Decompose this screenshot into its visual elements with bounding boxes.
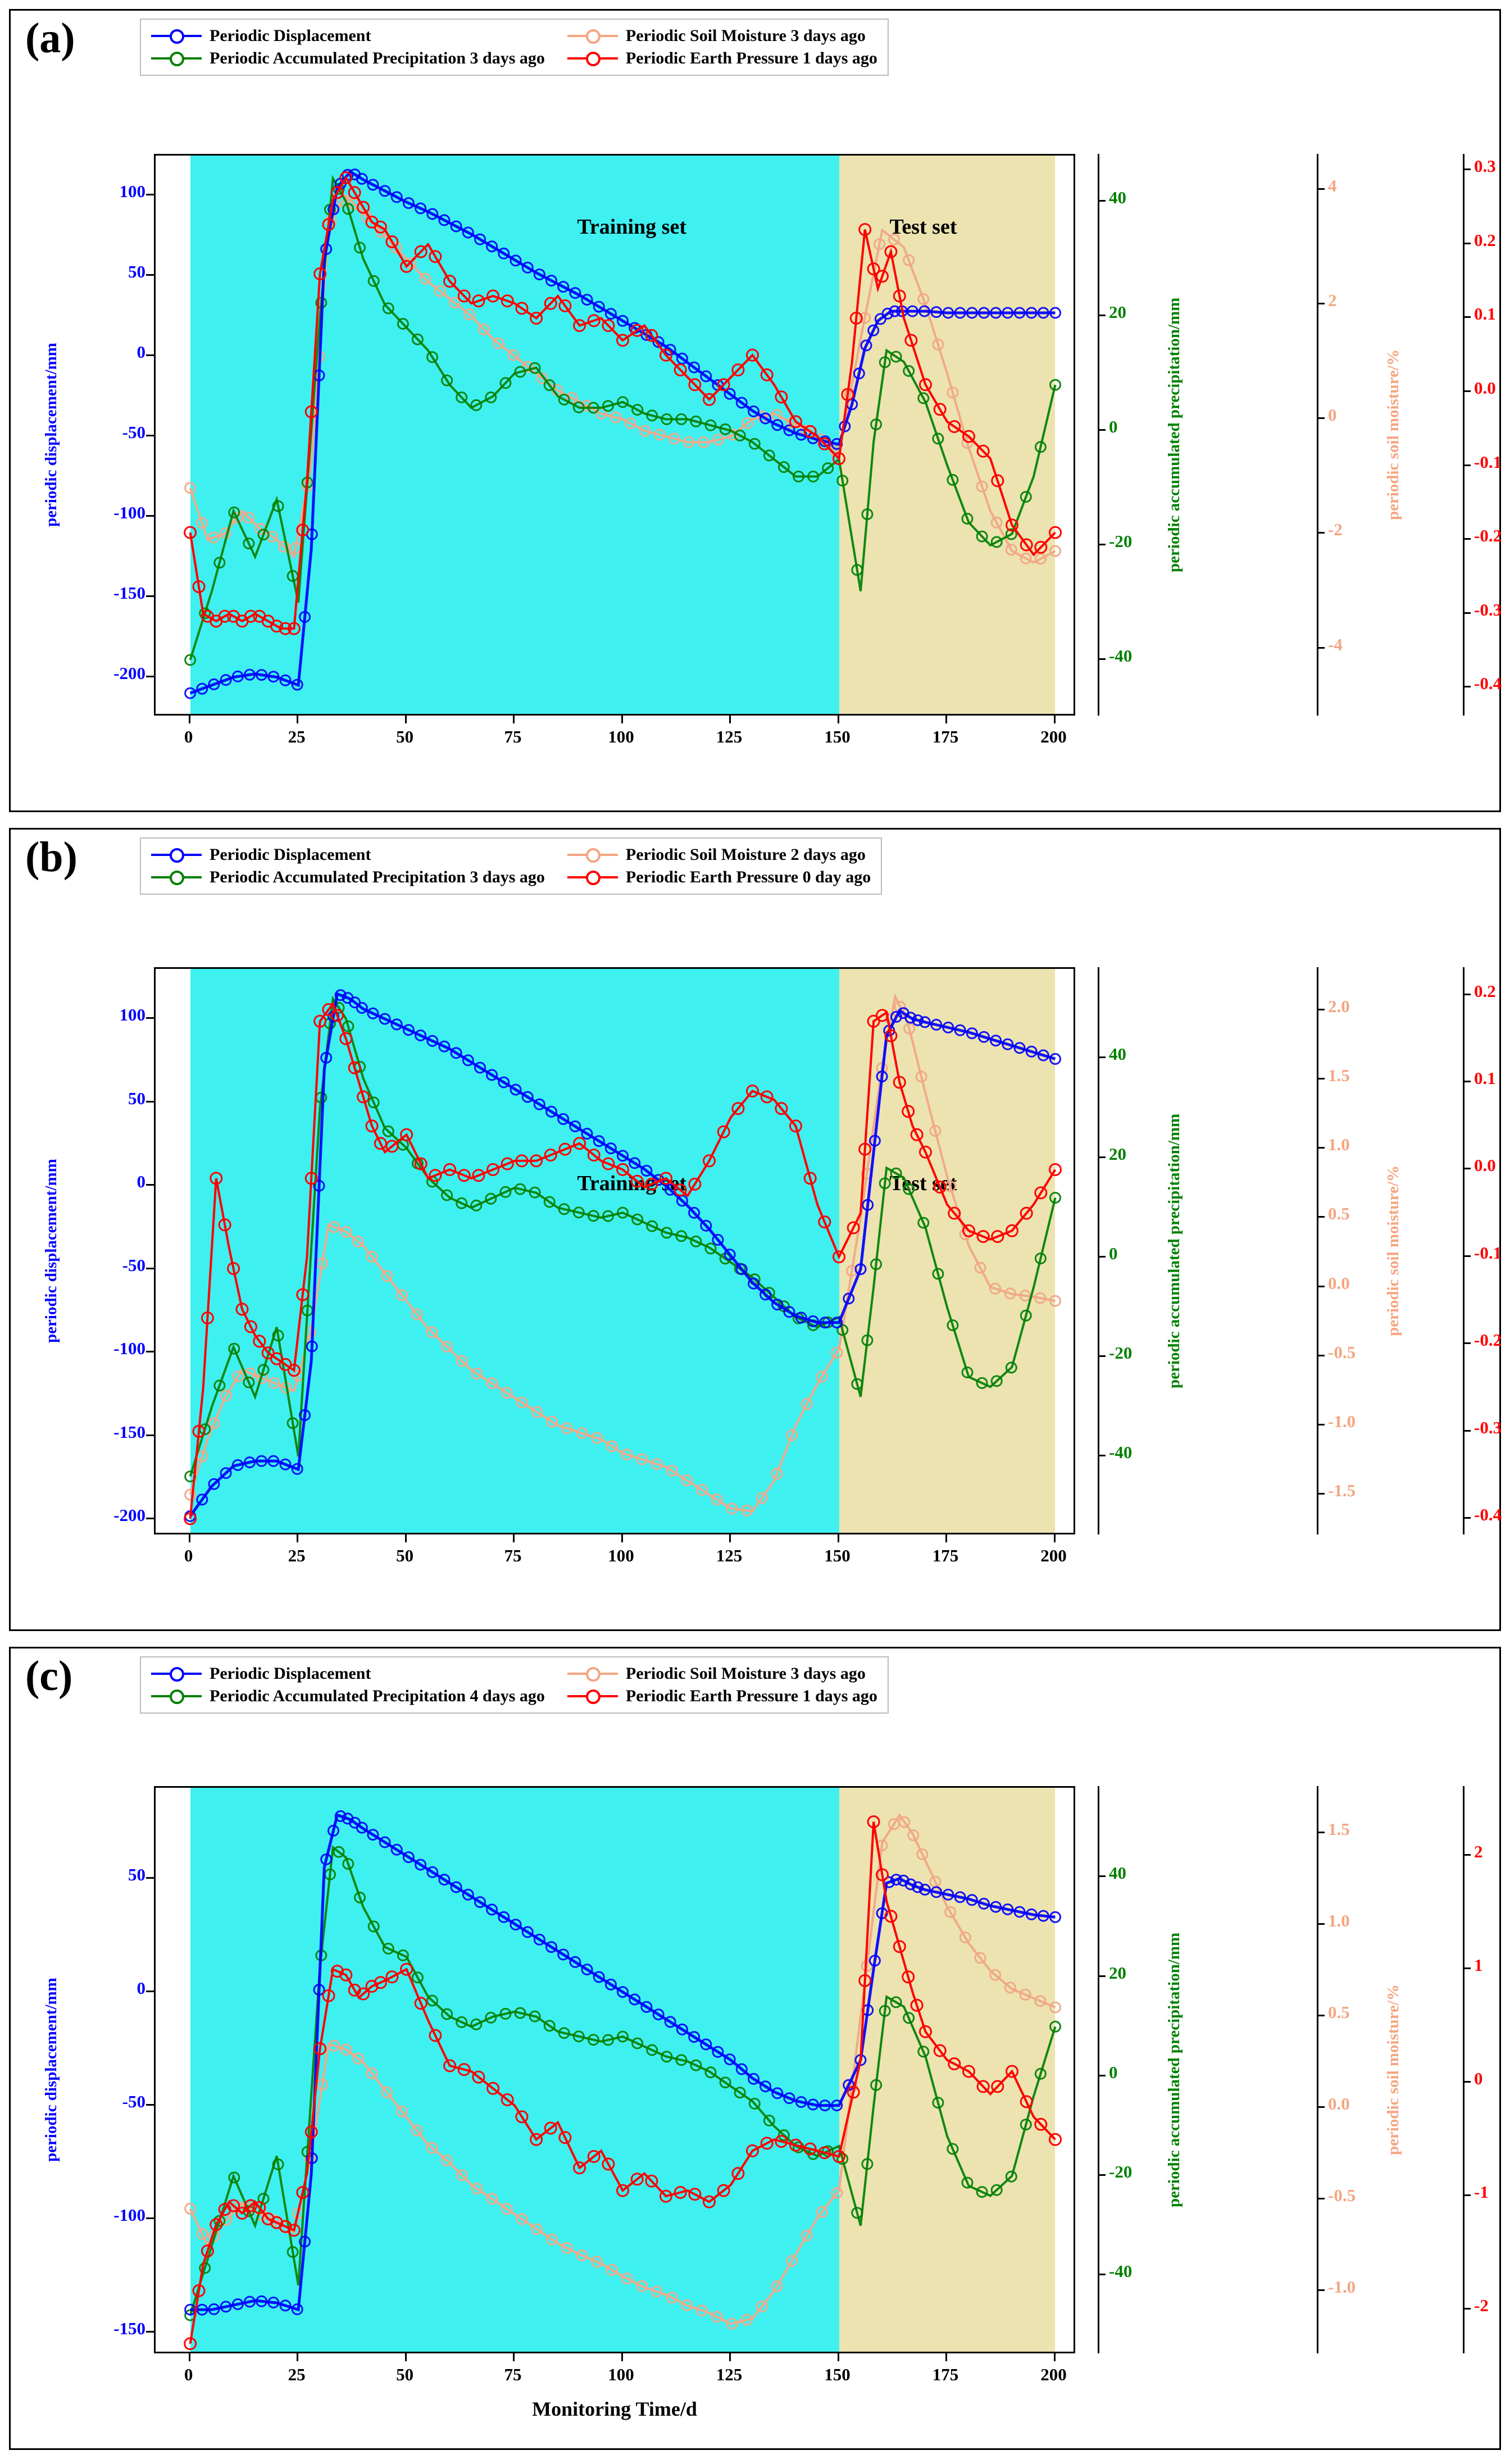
x-tick-label: 0	[184, 727, 193, 746]
y3-tick-mark	[1317, 1216, 1325, 1218]
y3-axis-title: periodic soil moisture/%	[1384, 349, 1402, 520]
y2-tick-label: -20	[1109, 531, 1132, 551]
y3-tick-mark	[1317, 2198, 1325, 2199]
x-tick-mark	[621, 1534, 623, 1542]
y3-tick-mark	[1317, 2289, 1325, 2291]
x-tick-mark	[297, 716, 298, 723]
y1-tick-mark	[146, 354, 154, 356]
legend-marker-icon	[151, 29, 202, 43]
y2-tick-mark	[1098, 2174, 1106, 2176]
y2-spine	[1098, 1786, 1099, 2353]
x-tick-mark	[189, 716, 190, 723]
y3-tick-mark	[1317, 1923, 1325, 1925]
x-tick-label: 150	[824, 1546, 850, 1565]
y3-tick-label: 1.0	[1328, 1911, 1350, 1931]
training-set-label: Training set	[577, 1172, 686, 1195]
x-tick-label: 0	[184, 1546, 193, 1565]
y2-tick-mark	[1098, 658, 1106, 660]
y3-tick-label: -2	[1328, 520, 1343, 540]
y3-tick-label: 1.0	[1328, 1135, 1350, 1155]
y3-tick-label: 0.5	[1328, 1204, 1350, 1224]
panel-label: (b)	[25, 834, 78, 881]
y2-tick-mark	[1098, 1156, 1106, 1158]
x-tick-label: 25	[288, 2365, 306, 2384]
x-tick-mark	[729, 2353, 731, 2361]
x-tick-label: 75	[504, 2365, 522, 2384]
y1-tick-mark	[146, 2217, 154, 2219]
y4-tick-mark	[1463, 243, 1471, 244]
x-tick-label: 0	[184, 2365, 193, 2384]
y4-tick-mark	[1463, 994, 1471, 995]
series-canvas	[156, 1788, 1075, 2353]
legend-circle-icon	[170, 52, 184, 66]
legend-circle-icon	[170, 1667, 184, 1682]
y3-axis-title: periodic soil moisture/%	[1384, 1984, 1402, 2155]
legend-label: Periodic Soil Moisture 3 days ago	[625, 1664, 866, 1683]
y4-tick-label: -0.1	[1474, 1242, 1502, 1263]
y1-tick-label: -100	[113, 1338, 145, 1359]
y1-tick-label: -150	[113, 1422, 145, 1442]
y4-tick-mark	[1463, 2081, 1471, 2083]
x-tick-label: 200	[1040, 727, 1067, 746]
y4-tick-mark	[1463, 1967, 1471, 1969]
y2-tick-label: 40	[1109, 1863, 1126, 1883]
y2-tick-mark	[1098, 1455, 1106, 1456]
y4-tick-mark	[1463, 2194, 1471, 2196]
y3-tick-mark	[1317, 532, 1325, 534]
y4-tick-mark	[1463, 1255, 1471, 1257]
x-tick-label: 125	[716, 1546, 743, 1565]
y3-tick-label: 2	[1328, 290, 1337, 311]
x-axis-title: Monitoring Time/d	[532, 2398, 697, 2420]
x-tick-mark	[945, 2353, 947, 2361]
y1-tick-label: -200	[113, 1505, 145, 1525]
x-tick-mark	[513, 716, 515, 723]
chart-panel-1	[9, 9, 1501, 812]
y3-tick-mark	[1317, 1355, 1325, 1356]
x-tick-label: 175	[932, 727, 959, 746]
y2-tick-mark	[1098, 315, 1106, 316]
x-tick-mark	[405, 1534, 407, 1542]
legend-label: Periodic Soil Moisture 3 days ago	[625, 26, 866, 45]
y2-tick-label: -40	[1109, 2261, 1132, 2281]
y3-tick-mark	[1317, 1286, 1325, 1287]
y3-tick-label: -4	[1328, 634, 1343, 654]
y1-tick-label: -50	[122, 1255, 145, 1275]
y3-tick-mark	[1317, 2015, 1325, 2016]
y4-tick-label: 0.1	[1474, 1068, 1496, 1088]
y2-tick-mark	[1098, 200, 1106, 202]
y4-tick-mark	[1463, 316, 1471, 318]
y1-tick-mark	[146, 515, 154, 517]
x-tick-label: 125	[716, 727, 743, 746]
y4-tick-label: 2	[1474, 1842, 1483, 1862]
x-tick-label: 150	[824, 2365, 850, 2384]
x-tick-mark	[1054, 1534, 1056, 1542]
y1-tick-mark	[146, 676, 154, 677]
plot-area-2	[154, 967, 1075, 1534]
legend-item	[151, 845, 545, 864]
x-tick-mark	[838, 716, 839, 723]
y2-tick-label: 20	[1109, 1144, 1126, 1164]
legend	[140, 837, 882, 895]
y3-tick-mark	[1317, 2106, 1325, 2108]
x-tick-label: 125	[716, 2365, 743, 2384]
y3-tick-mark	[1317, 417, 1325, 419]
x-tick-label: 75	[504, 1546, 522, 1565]
y1-tick-mark	[146, 595, 154, 597]
y4-tick-label: 0.2	[1474, 230, 1496, 250]
y1-tick-mark	[146, 1184, 154, 1186]
x-tick-mark	[838, 2353, 839, 2361]
y1-tick-label: -200	[113, 663, 145, 683]
y3-tick-label: 1.5	[1328, 1065, 1350, 1086]
y4-tick-mark	[1463, 1430, 1471, 1432]
y2-tick-label: 40	[1109, 1044, 1126, 1064]
y2-tick-mark	[1098, 2274, 1106, 2275]
y3-tick-label: 0.0	[1328, 1273, 1350, 1293]
y3-tick-label: -1.5	[1328, 1481, 1356, 1501]
y1-tick-label: -150	[113, 2318, 145, 2338]
legend-marker-icon	[151, 870, 202, 885]
y4-tick-mark	[1463, 538, 1471, 540]
y3-tick-mark	[1317, 1147, 1325, 1149]
y1-tick-mark	[146, 2331, 154, 2333]
legend-circle-icon	[586, 848, 601, 863]
plot-area-3	[154, 1786, 1075, 2353]
x-tick-label: 100	[608, 727, 634, 746]
series-earth-pressure	[185, 1816, 1061, 2349]
y1-tick-label: -50	[122, 2091, 145, 2111]
legend-marker-icon	[567, 1689, 618, 1704]
legend-item	[567, 49, 877, 68]
y4-tick-mark	[1463, 464, 1471, 466]
panel-label: (c)	[25, 1652, 73, 1700]
x-tick-label: 75	[504, 727, 522, 746]
legend-label: Periodic Accumulated Precipitation 3 days ago	[210, 49, 545, 67]
x-tick-mark	[513, 1534, 515, 1542]
y2-tick-mark	[1098, 2075, 1106, 2076]
y1-axis-title: periodic displacement/mm	[42, 343, 60, 527]
y2-tick-mark	[1098, 1875, 1106, 1877]
y1-tick-label: -150	[113, 582, 145, 603]
y2-tick-label: 0	[1109, 416, 1118, 436]
x-tick-label: 25	[288, 727, 306, 746]
legend-circle-icon	[170, 871, 184, 885]
y4-tick-label: -1	[1474, 2182, 1489, 2202]
x-tick-mark	[1054, 716, 1056, 723]
legend-item	[151, 26, 545, 45]
y2-tick-label: 0	[1109, 2062, 1118, 2082]
legend-circle-icon	[586, 29, 601, 44]
training-set-label: Training set	[577, 215, 686, 239]
y4-tick-label: 0.1	[1474, 304, 1496, 324]
y3-tick-mark	[1317, 647, 1325, 649]
y3-tick-label: -0.5	[1328, 2185, 1356, 2206]
legend-label: Periodic Accumulated Precipitation 4 days ago	[210, 1687, 545, 1705]
y4-tick-label: 0.2	[1474, 981, 1496, 1001]
legend	[140, 19, 889, 76]
y4-tick-label: 1	[1474, 1955, 1483, 1975]
legend-label: Periodic Soil Moisture 2 days ago	[625, 845, 866, 864]
y4-tick-mark	[1463, 612, 1471, 614]
y1-tick-label: 50	[128, 262, 145, 282]
chart-panel-3	[9, 1647, 1501, 2450]
legend-label: Periodic Earth Pressure 1 days ago	[625, 1687, 877, 1705]
y4-tick-label: -0.4	[1474, 673, 1502, 694]
x-tick-label: 50	[396, 727, 414, 746]
y4-tick-label: -0.4	[1474, 1504, 1502, 1524]
x-tick-mark	[729, 1534, 731, 1542]
y2-axis-title: periodic accumulated precipitation/mm	[1165, 1113, 1183, 1388]
y4-tick-mark	[1463, 1517, 1471, 1519]
x-tick-mark	[838, 1534, 839, 1542]
y4-spine	[1463, 154, 1464, 716]
legend-item	[567, 868, 871, 887]
legend-item	[151, 1664, 545, 1683]
series-displacement	[185, 170, 1061, 699]
y2-axis-title: periodic accumulated precipitation/mm	[1165, 297, 1183, 572]
x-tick-label: 100	[608, 2365, 634, 2384]
y3-tick-label: 0.0	[1328, 2094, 1350, 2114]
y3-tick-mark	[1317, 188, 1325, 190]
y3-spine	[1317, 154, 1318, 716]
x-tick-mark	[297, 1534, 298, 1542]
y2-tick-label: -40	[1109, 645, 1132, 666]
legend-item	[567, 1687, 877, 1706]
legend-marker-icon	[567, 870, 618, 885]
y3-tick-mark	[1317, 1493, 1325, 1495]
y4-tick-label: -0.2	[1474, 1330, 1502, 1350]
y4-tick-label: -0.3	[1474, 599, 1502, 620]
y3-spine	[1317, 967, 1318, 1534]
y1-tick-mark	[146, 2104, 154, 2106]
y1-tick-mark	[146, 1877, 154, 1879]
series-displacement	[185, 1811, 1061, 2315]
y1-tick-mark	[146, 1268, 154, 1269]
x-tick-mark	[405, 2353, 407, 2361]
y3-tick-label: 0.5	[1328, 2002, 1350, 2023]
y2-tick-label: -40	[1109, 1442, 1132, 1463]
y1-tick-label: -50	[122, 422, 145, 442]
x-tick-label: 50	[396, 1546, 414, 1565]
y3-tick-label: -1.0	[1328, 2276, 1356, 2297]
legend-item	[151, 49, 545, 68]
panel-label: (a)	[25, 15, 75, 62]
y4-tick-label: -2	[1474, 2296, 1489, 2316]
x-tick-mark	[1054, 2353, 1056, 2361]
y1-tick-label: 50	[128, 1864, 145, 1884]
y4-tick-mark	[1463, 1854, 1471, 1856]
x-tick-mark	[297, 2353, 298, 2361]
legend-label: Periodic Earth Pressure 1 days ago	[625, 49, 877, 67]
plot-area-1	[154, 154, 1075, 716]
y1-tick-label: 0	[137, 1978, 145, 1998]
legend-circle-icon	[586, 52, 601, 66]
legend-marker-icon	[151, 1666, 202, 1681]
legend-circle-icon	[170, 29, 184, 44]
y2-tick-mark	[1098, 1975, 1106, 1977]
y1-tick-mark	[146, 274, 154, 276]
legend-circle-icon	[170, 1689, 184, 1704]
legend-label: Periodic Accumulated Precipitation 3 days ago	[210, 868, 545, 886]
y3-axis-title: periodic soil moisture/%	[1384, 1165, 1402, 1336]
y4-tick-mark	[1463, 168, 1471, 170]
y3-spine	[1317, 1786, 1318, 2353]
x-tick-mark	[513, 2353, 515, 2361]
y4-tick-label: -0.3	[1474, 1417, 1502, 1437]
y1-axis-title: periodic displacement/mm	[42, 1159, 60, 1343]
legend-item	[151, 868, 545, 887]
y1-tick-label: 100	[119, 1005, 145, 1025]
legend-marker-icon	[567, 1666, 618, 1681]
y1-tick-label: 50	[128, 1088, 145, 1108]
x-tick-mark	[729, 716, 731, 723]
legend-circle-icon	[170, 848, 184, 863]
y3-tick-mark	[1317, 1424, 1325, 1425]
y2-tick-label: 40	[1109, 187, 1126, 207]
legend-marker-icon	[151, 848, 202, 862]
series-canvas	[156, 969, 1075, 1534]
x-tick-label: 175	[932, 1546, 959, 1565]
y4-tick-mark	[1463, 1081, 1471, 1082]
y4-tick-label: 0.0	[1474, 1155, 1496, 1176]
y4-tick-mark	[1463, 686, 1471, 687]
legend-item	[567, 1664, 877, 1683]
y1-tick-mark	[146, 1991, 154, 1992]
y1-tick-mark	[146, 1351, 154, 1352]
legend-marker-icon	[151, 1689, 202, 1704]
y3-tick-label: 1.5	[1328, 1819, 1350, 1839]
x-tick-label: 25	[288, 1546, 306, 1565]
x-tick-label: 200	[1040, 2365, 1067, 2384]
y1-tick-label: -100	[113, 502, 145, 522]
legend-item	[567, 26, 877, 45]
y1-tick-mark	[146, 1101, 154, 1103]
y3-tick-label: 4	[1328, 176, 1337, 196]
legend-item	[567, 845, 871, 864]
legend-label: Periodic Displacement	[210, 845, 371, 864]
y2-tick-mark	[1098, 1256, 1106, 1258]
y4-spine	[1463, 1786, 1464, 2353]
legend-label: Periodic Displacement	[210, 1664, 371, 1683]
y1-tick-mark	[146, 1434, 154, 1436]
y1-tick-label: 0	[137, 342, 145, 362]
legend-circle-icon	[586, 1667, 601, 1682]
x-tick-mark	[405, 716, 407, 723]
series-canvas	[156, 156, 1075, 716]
y1-tick-label: 100	[119, 181, 145, 202]
y2-tick-label: -20	[1109, 1343, 1132, 1363]
x-tick-label: 150	[824, 727, 850, 746]
y1-tick-mark	[146, 435, 154, 436]
y2-tick-label: -20	[1109, 2162, 1132, 2182]
y1-tick-mark	[146, 1518, 154, 1519]
chart-panel-2	[9, 828, 1501, 1631]
x-tick-mark	[621, 2353, 623, 2361]
y1-tick-label: -100	[113, 2205, 145, 2225]
legend-marker-icon	[151, 51, 202, 66]
x-tick-label: 200	[1040, 1546, 1067, 1565]
x-tick-mark	[189, 1534, 190, 1542]
y3-tick-mark	[1317, 1009, 1325, 1010]
x-tick-mark	[189, 2353, 190, 2361]
y3-tick-label: -0.5	[1328, 1342, 1356, 1362]
y2-tick-mark	[1098, 544, 1106, 545]
y1-tick-label: 0	[137, 1172, 145, 1192]
y2-tick-mark	[1098, 1355, 1106, 1357]
y4-tick-label: -0.2	[1474, 526, 1502, 546]
y4-tick-mark	[1463, 2308, 1471, 2310]
y4-tick-label: 0.3	[1474, 156, 1496, 176]
legend-marker-icon	[567, 29, 618, 43]
y3-tick-label: -1.0	[1328, 1411, 1356, 1431]
legend-circle-icon	[586, 871, 601, 885]
y3-tick-mark	[1317, 1078, 1325, 1080]
y3-tick-mark	[1317, 1832, 1325, 1833]
x-tick-label: 100	[608, 1546, 634, 1565]
legend-label: Periodic Displacement	[210, 26, 371, 45]
x-tick-mark	[945, 1534, 947, 1542]
legend-label: Periodic Earth Pressure 0 day ago	[625, 868, 871, 886]
y2-axis-title: periodic accumulated precipitation/mm	[1165, 1932, 1183, 2207]
y4-tick-label: 0	[1474, 2069, 1483, 2089]
y2-tick-label: 20	[1109, 1962, 1126, 1983]
x-tick-label: 50	[396, 2365, 414, 2384]
legend-item	[151, 1687, 545, 1706]
y4-spine	[1463, 967, 1464, 1534]
y1-tick-mark	[146, 1017, 154, 1019]
legend-marker-icon	[567, 848, 618, 862]
y3-tick-label: 2.0	[1328, 996, 1350, 1016]
legend	[140, 1656, 889, 1714]
y4-tick-label: -0.1	[1474, 452, 1502, 472]
y2-tick-label: 0	[1109, 1243, 1118, 1263]
y4-tick-mark	[1463, 1342, 1471, 1344]
y3-tick-label: 0	[1328, 405, 1337, 425]
y2-spine	[1098, 154, 1099, 716]
x-tick-mark	[621, 716, 623, 723]
x-tick-label: 175	[932, 2365, 959, 2384]
y2-tick-label: 20	[1109, 302, 1126, 322]
y2-tick-mark	[1098, 429, 1106, 431]
y1-axis-title: periodic displacement/mm	[42, 1978, 60, 2162]
y2-spine	[1098, 967, 1099, 1534]
legend-circle-icon	[586, 1689, 601, 1704]
y2-tick-mark	[1098, 1056, 1106, 1058]
y1-tick-mark	[146, 194, 154, 195]
x-tick-mark	[945, 716, 947, 723]
legend-marker-icon	[567, 51, 618, 66]
test-set-label: Test set	[889, 1172, 957, 1195]
y4-tick-mark	[1463, 390, 1471, 392]
y4-tick-label: 0.0	[1474, 378, 1496, 398]
y4-tick-mark	[1463, 1168, 1471, 1169]
y3-tick-mark	[1317, 303, 1325, 304]
test-set-label: Test set	[889, 215, 957, 239]
